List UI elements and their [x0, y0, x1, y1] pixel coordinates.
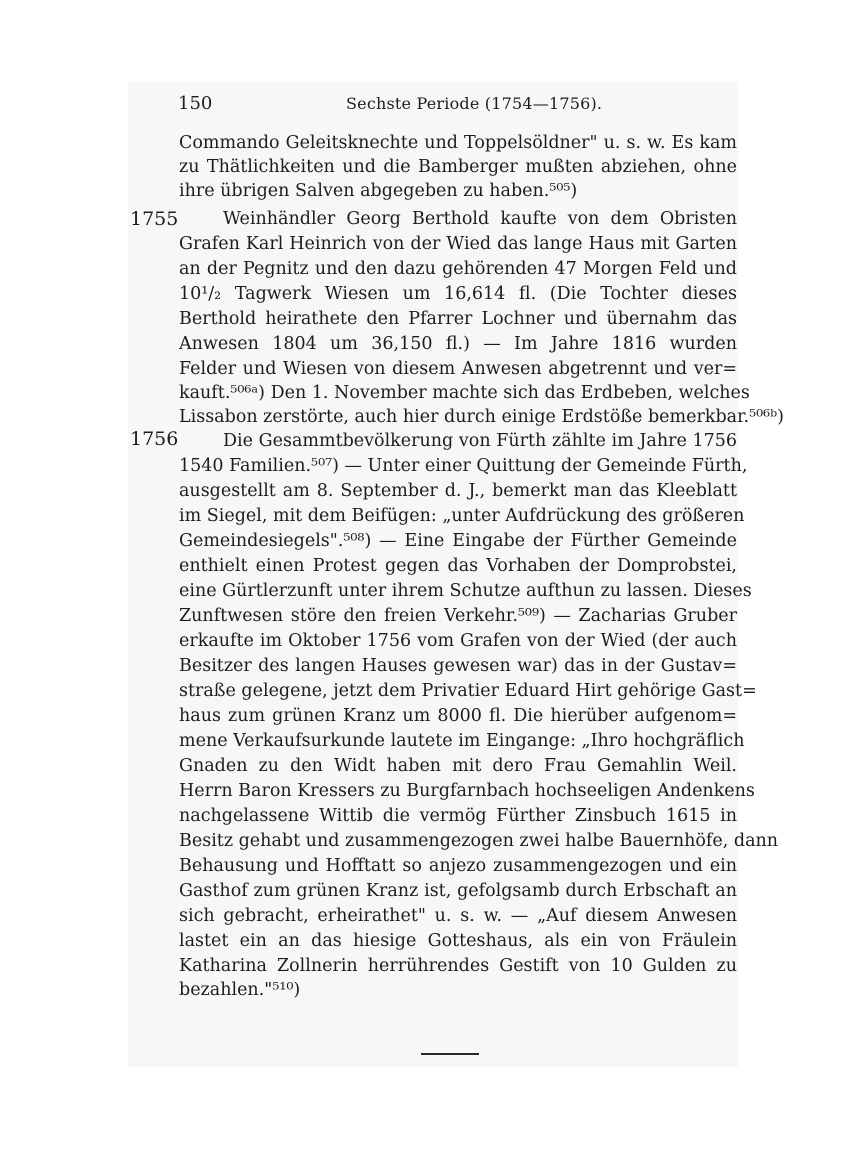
text-line: kauft.⁵⁰⁶ᵃ) Den 1. November machte sich das Erdbeben, welches: [179, 383, 750, 403]
text-line: bezahlen."⁵¹⁰): [179, 980, 301, 1000]
text-line: Die Gesammtbevölkerung von Fürth zählte im Jahre 1756: [223, 431, 737, 451]
page-header: [178, 92, 738, 116]
text-line: Behausung und Hofftatt so anjezo zusammengezogen und ein: [179, 856, 737, 876]
text-line: lastet ein an das hiesige Gotteshaus, als ein von Fräulein: [179, 931, 737, 951]
text-line: Berthold heirathete den Pfarrer Lochner und übernahm das: [179, 309, 737, 329]
text-line: Gasthof zum grünen Kranz ist, gefolgsamb durch Erbschaft an: [179, 881, 737, 901]
text-line: ihre übrigen Salven abgegeben zu haben.⁵⁰⁵): [179, 181, 578, 201]
text-line: Gemeindesiegels".⁵⁰⁸) — Eine Eingabe der Fürther Gemeinde: [179, 531, 737, 551]
text-line: Felder und Wiesen von diesem Anwesen abgetrennt und ver=: [179, 359, 737, 379]
text-line: straße gelegene, jetzt dem Privatier Eduard Hirt gehörige Gast=: [179, 681, 757, 701]
text-line: mene Verkaufsurkunde lautete im Eingange: „Ihro hochgräflich: [179, 731, 745, 751]
text-line: nachgelassene Wittib die vermög Fürther Zinsbuch 1615 in: [179, 806, 737, 826]
margin-year-1755: 1755: [130, 208, 179, 230]
page-number: 150: [178, 93, 213, 114]
text-line: zu Thätlichkeiten und die Bamberger mußten abziehen, ohne: [179, 157, 737, 177]
text-line: Lissabon zerstörte, auch hier durch einige Erdstöße bemerkbar.⁵⁰⁶ᵇ): [179, 407, 784, 427]
text-line: enthielt einen Protest gegen das Vorhaben der Domprobstei,: [179, 556, 737, 576]
text-line: Grafen Karl Heinrich von der Wied das lange Haus mit Garten: [179, 234, 737, 254]
text-line: an der Pegnitz und den dazu gehörenden 47 Morgen Feld und: [179, 259, 737, 279]
text-line: sich gebracht, erheirathet" u. s. w. — „Auf diesem Anwesen: [179, 906, 737, 926]
text-line: Besitz gehabt und zusammengezogen zwei halbe Bauernhöfe, dann: [179, 831, 779, 851]
text-line: 10¹/₂ Tagwerk Wiesen um 16,614 fl. (Die Tochter dieses: [179, 284, 737, 304]
running-head: Sechste Periode (1754—1756).: [346, 94, 603, 113]
margin-year-1756: 1756: [130, 428, 179, 450]
text-line: Commando Geleitsknechte und Toppelsöldner" u. s. w. Es kam: [179, 133, 737, 153]
text-line: im Siegel, mit dem Beifügen: „unter Aufdrückung des größeren: [179, 506, 745, 526]
text-line: Gnaden zu den Widt haben mit dero Frau Gemahlin Weil.: [179, 756, 737, 776]
text-line: haus zum grünen Kranz um 8000 fl. Die hierüber aufgenom=: [179, 706, 737, 726]
text-line: Herrn Baron Kressers zu Burgfarnbach hochseeligen Andenkens: [179, 781, 755, 801]
text-line: ausgestellt am 8. September d. J., bemerkt man das Kleeblatt: [179, 481, 737, 501]
text-line: eine Gürtlerzunft unter ihrem Schutze aufthun zu lassen. Dieses: [179, 581, 752, 601]
text-line: Anwesen 1804 um 36,150 fl.) — Im Jahre 1816 wurden: [179, 334, 737, 354]
footnote-divider: [421, 1053, 479, 1055]
text-line: erkaufte im Oktober 1756 vom Grafen von der Wied (der auch: [179, 631, 737, 651]
text-line: Besitzer des langen Hauses gewesen war) das in der Gustav=: [179, 656, 737, 676]
text-line: Zunftwesen störe den freien Verkehr.⁵⁰⁹) — Zacharias Gruber: [179, 606, 737, 626]
text-line: Katharina Zollnerin herrührendes Gestift von 10 Gulden zu: [179, 956, 737, 976]
text-line: 1540 Familien.⁵⁰⁷) — Unter einer Quittung der Gemeinde Fürth,: [179, 456, 748, 476]
text-line: Weinhändler Georg Berthold kaufte von dem Obristen: [223, 209, 737, 229]
